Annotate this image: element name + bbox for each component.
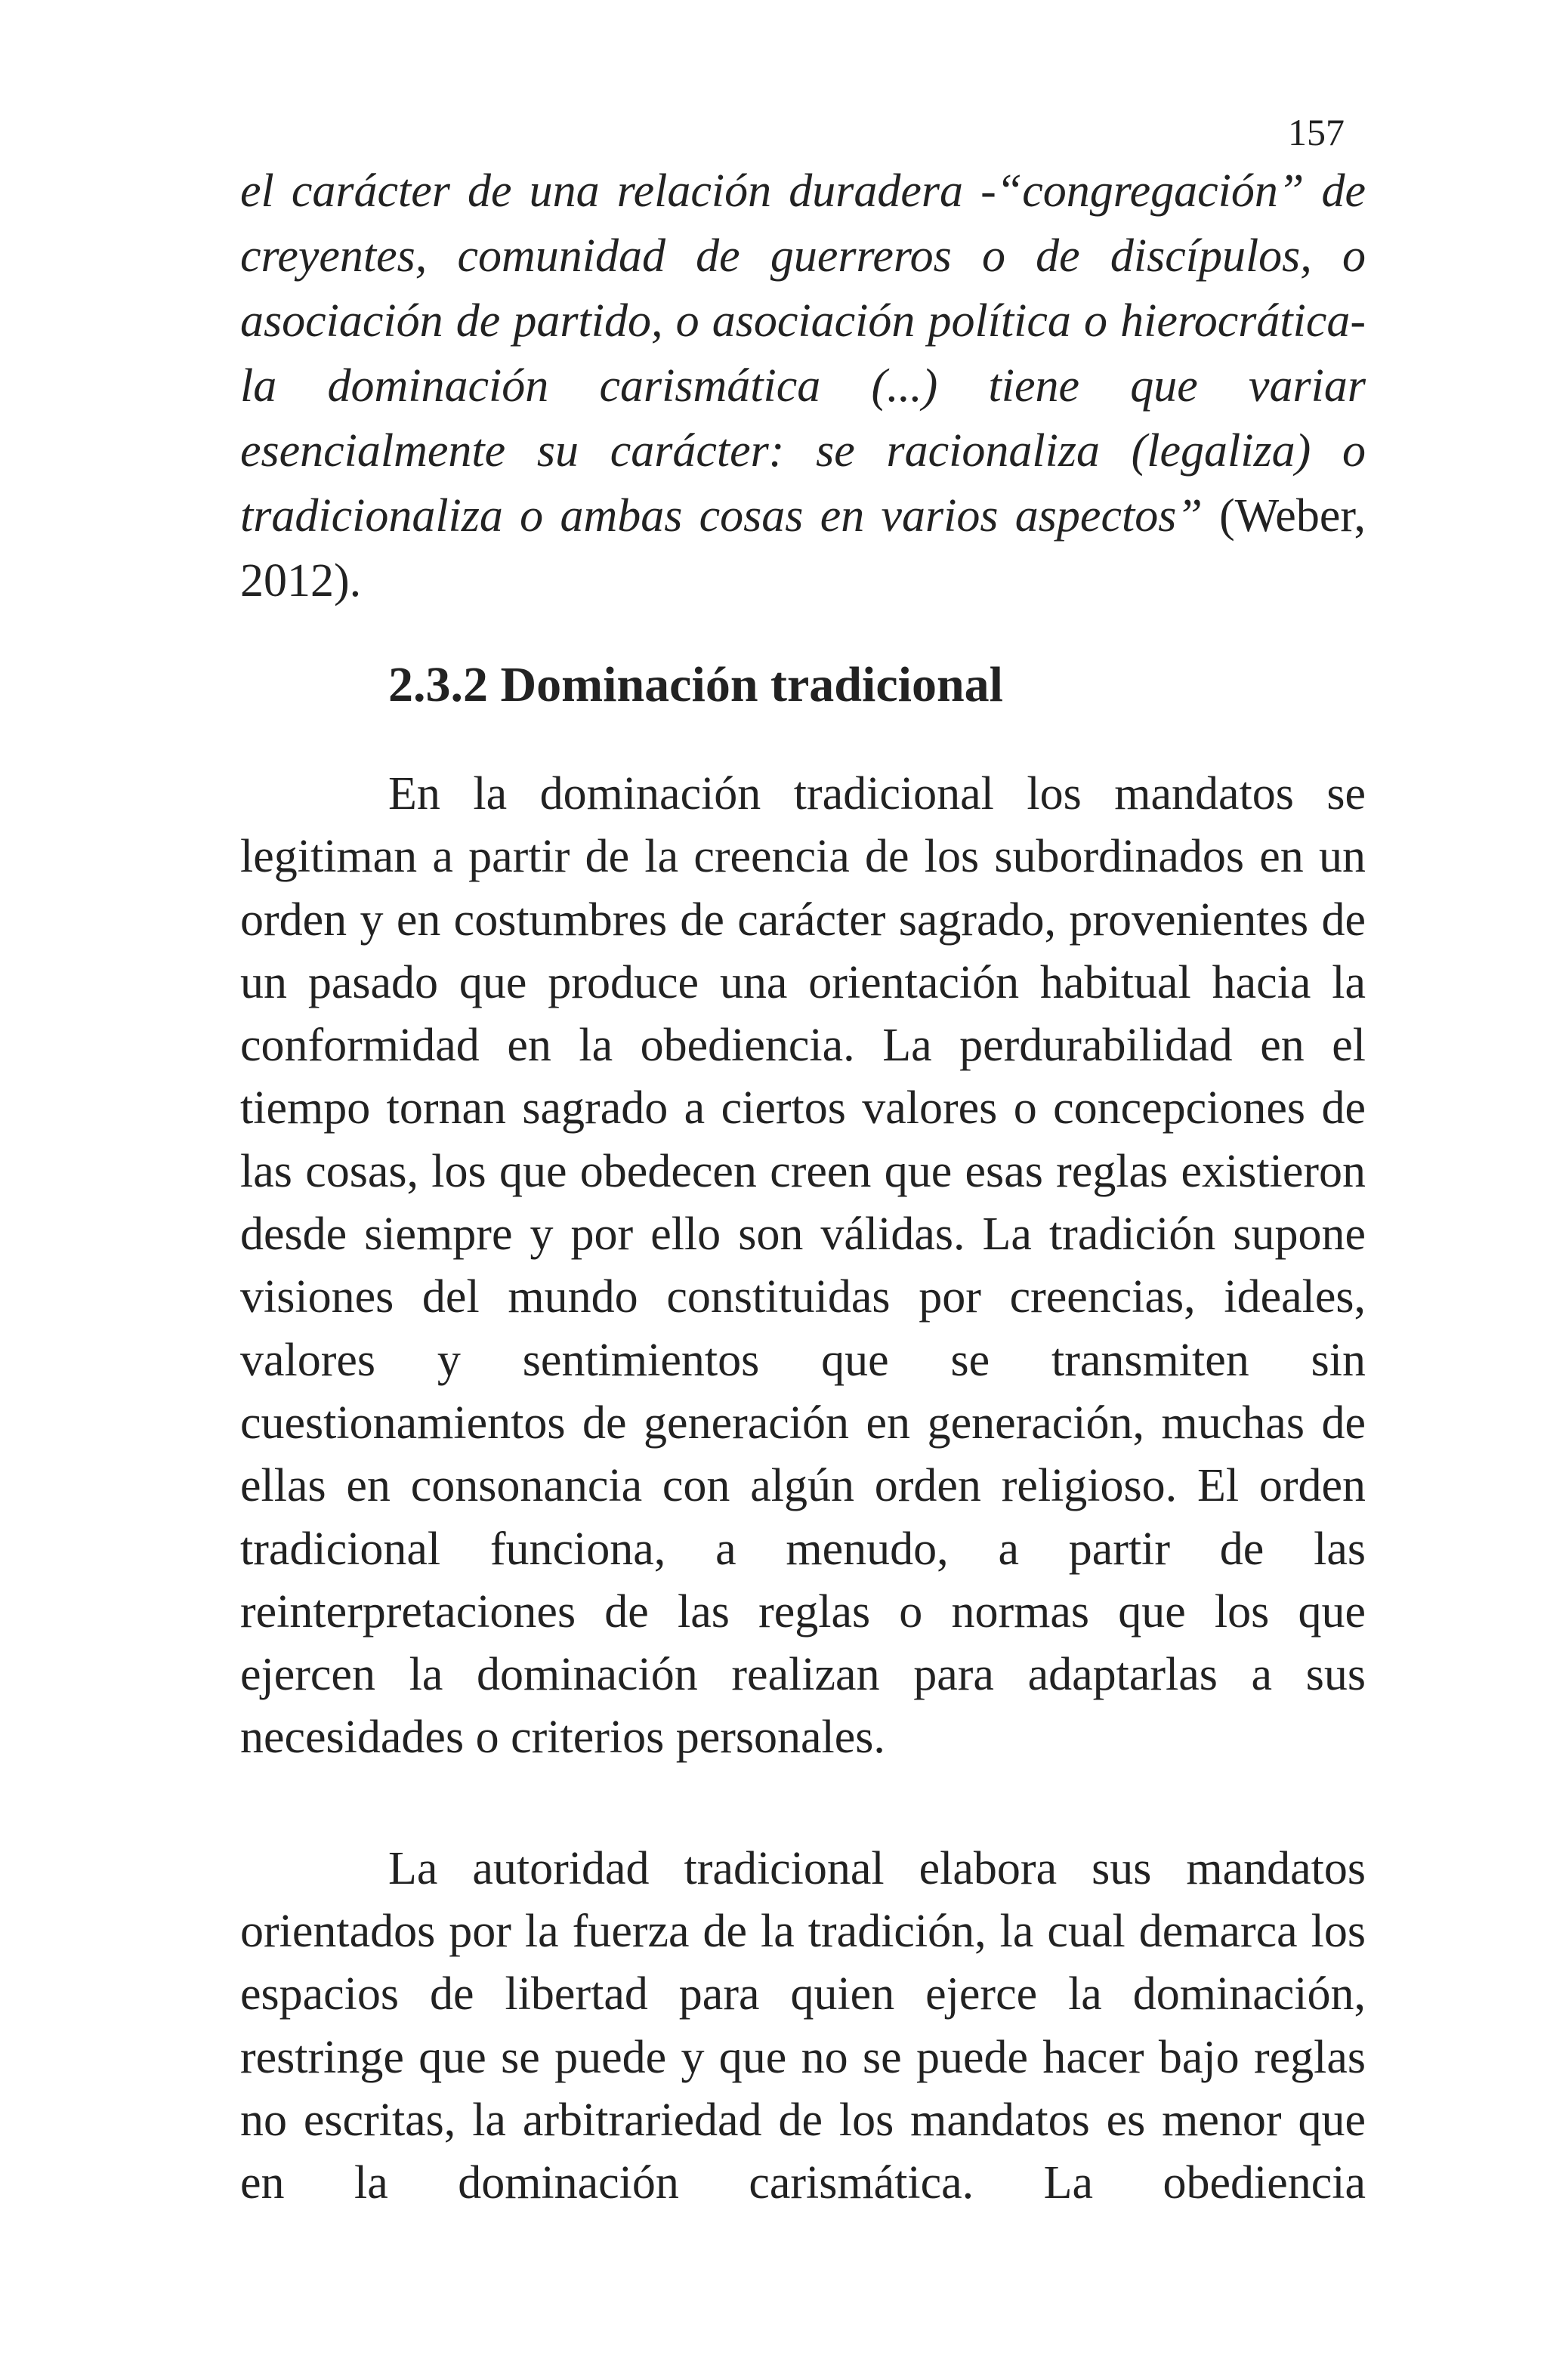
- page-number: 157: [1288, 111, 1345, 153]
- quote-paragraph: [240, 159, 1366, 613]
- section-heading: 2.3.2 Dominación tradicional: [388, 657, 1004, 712]
- body-paragraph-2: La autoridad tradicional elabora sus mandatos orientados por la fuerza de la tradición, la cual demarca los espacios de libertad para quien ejerce la dominación, restringe que se puede y que no se puede hacer bajo reglas no escritas, la arbitrariedad de los mandatos es menor que en la dominación carismática. La obediencia: [240, 1842, 1366, 2209]
- block-quote: [240, 159, 1366, 613]
- section-body: [240, 763, 1366, 2215]
- body-paragraph-1: En la dominación tradicional los mandatos se legitiman a partir de la creencia de los subordinados en un orden y en costumbres de carácter sagrado, provenientes de un pasado que produce una orientación habitual hacia la conformidad en la obediencia. La perdurabilidad en el tiempo tornan sagrado a ciertos valores o concepciones de las cosas, los que obedecen creen que esas reglas existieron desde siempre y por ello son válidas. La tradición supone visiones del mundo constituidas por creencias, ideales, valores y sentimientos que se transmiten sin cuestionamientos de generación en generación, muchas de ellas en consonancia con algún orden religioso. El orden tradicional funciona, a menudo, a partir de las reinterpretaciones de las reglas o normas que los que ejercen la dominación realizan para adaptarlas a sus necesidades o criterios personales.: [240, 768, 1366, 1764]
- quote-italic-text: el carácter de una relación duradera -“congregación” de creyentes, comunidad de guerreros o de discípulos, o asociación de partido, o asociación política o hierocrática- la dominación carismática (...) tiene que variar esencialmente su carácter: se racionaliza (legaliza) o tradicionaliza o ambas cosas en varios aspectos”: [240, 165, 1366, 542]
- quote-citation: (Weber, 2012).: [240, 490, 1366, 607]
